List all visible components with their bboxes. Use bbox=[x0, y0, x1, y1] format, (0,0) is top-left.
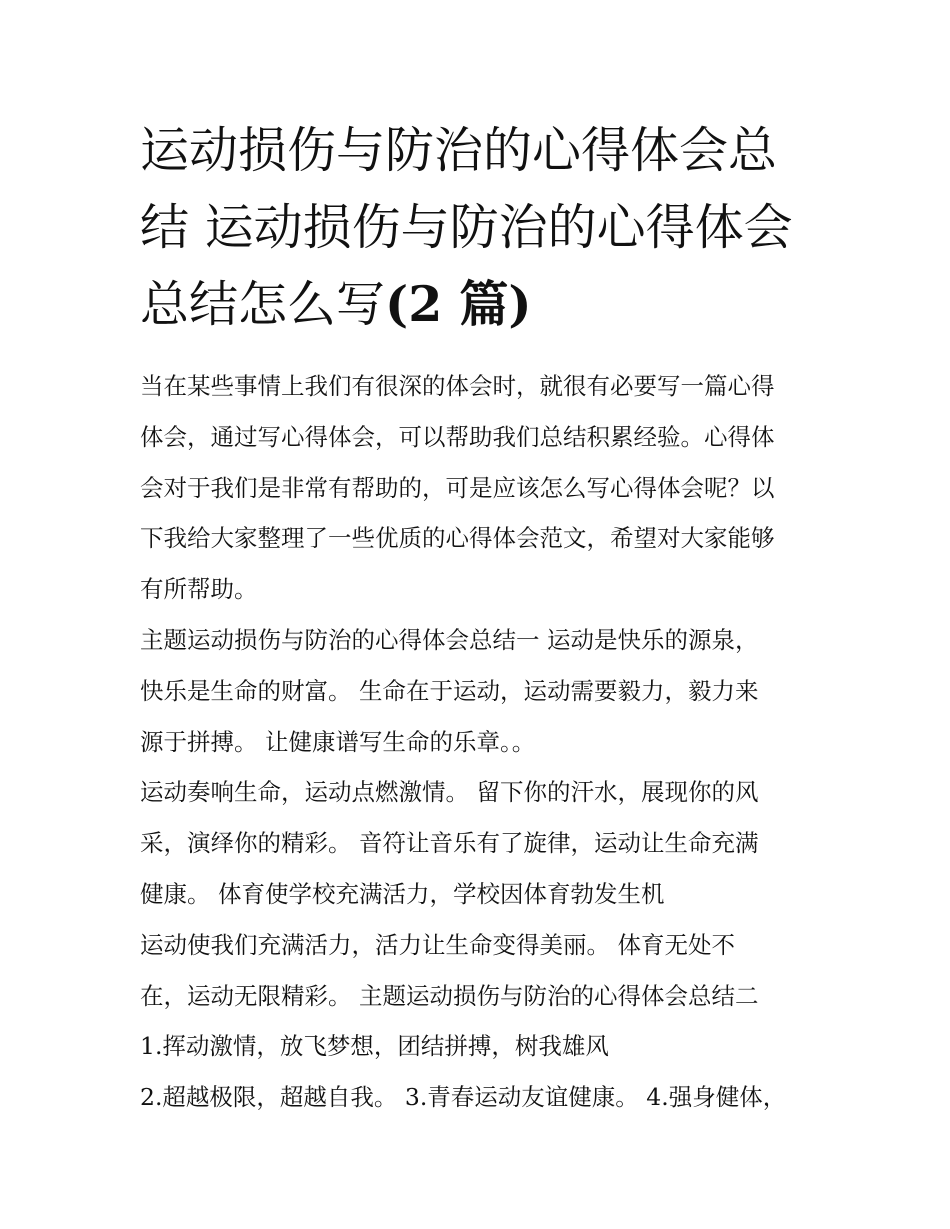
text-line: 主题运动损伤与防治的心得体会总结一 运动是快乐的源泉， bbox=[140, 625, 759, 654]
paragraph-sport-life bbox=[140, 767, 820, 919]
paragraph-vitality bbox=[140, 920, 820, 1022]
title-count: (2 篇) bbox=[385, 275, 532, 333]
text-line: 2.超越极限，超越自我。 3.青春运动友谊健康。 4.强身健体， bbox=[140, 1083, 787, 1112]
text-line: 会对于我们是非常有帮助的，可是应该怎么写心得体会呢？以 bbox=[140, 473, 775, 502]
text-line: 有所帮助。 bbox=[140, 575, 258, 604]
text-line: 下我给大家整理了一些优质的心得体会范文，希望对大家能够 bbox=[140, 524, 775, 553]
text-line: 运动奏响生命，运动点燃激情。 留下你的汗水，展现你的风 bbox=[140, 778, 759, 807]
title-line: 运动损伤与防治的心得体会总 bbox=[140, 122, 778, 179]
title-line bbox=[140, 266, 820, 343]
text-line: 采，演绎你的精彩。 音符让音乐有了旋律，运动让生命充满 bbox=[140, 829, 759, 858]
title-line: 结 运动损伤与防治的心得体会 bbox=[140, 199, 793, 256]
document-page bbox=[140, 112, 820, 1123]
title-line-text: 总结怎么写 bbox=[140, 276, 386, 333]
paragraph-intro bbox=[140, 361, 820, 615]
document-title bbox=[140, 112, 820, 343]
text-line: 1.挥动激情，放飞梦想，团结拼搏，树我雄风 bbox=[140, 1032, 609, 1061]
text-line: 体会，通过写心得体会，可以帮助我们总结积累经验。心得体 bbox=[140, 422, 775, 451]
text-line: 快乐是生命的财富。 生命在于运动，运动需要毅力，毅力来 bbox=[140, 676, 759, 705]
text-line: 源于拼搏。 让健康谱写生命的乐章。。 bbox=[140, 727, 536, 756]
text-line: 健康。 体育使学校充满活力，学校因体育勃发生机 bbox=[140, 879, 665, 908]
slogan-item-2 bbox=[140, 1072, 820, 1123]
paragraph-summary-one bbox=[140, 615, 820, 767]
text-line: 当在某些事情上我们有很深的体会时，就很有必要写一篇心得 bbox=[140, 372, 775, 400]
slogan-item-1 bbox=[140, 1021, 820, 1072]
text-line: 在，运动无限精彩。 主题运动损伤与防治的心得体会总结二 bbox=[140, 981, 759, 1010]
text-line: 运动使我们充满活力，活力让生命变得美丽。 体育无处不 bbox=[140, 930, 735, 959]
